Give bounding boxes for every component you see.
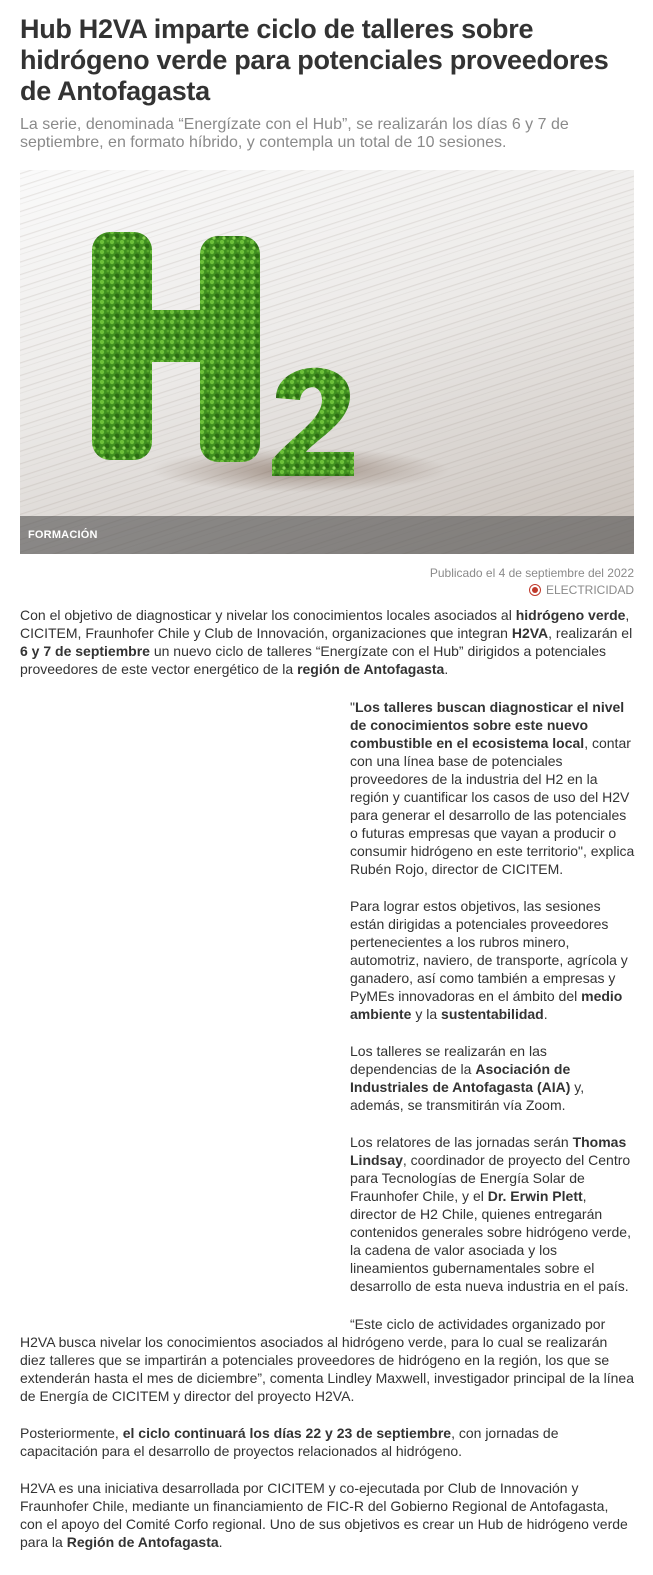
emphasis-text: Los talleres buscan diagnosticar el nivel de conocimientos sobre este nuevo combustible en el ecosistema local [350, 699, 625, 751]
emphasis-text: H2VA [511, 625, 549, 641]
paragraph-7 [20, 1424, 634, 1460]
paragraph-3 [350, 897, 635, 1023]
category-label[interactable] [529, 583, 634, 597]
article-title: Hub H2VA imparte ciclo de talleres sobre hidrógeno verde para potenciales proveedores de Antofagasta [20, 14, 609, 106]
category-tag-link[interactable]: FORMACIÓN [28, 529, 98, 541]
emphasis-text: medio ambiente [350, 988, 623, 1022]
text-run: Posteriormente, [20, 1425, 123, 1441]
text-run: Los talleres se realizarán en las dependencias de la [350, 1043, 547, 1077]
text-run: , CICITEM, Fraunhofer Chile y Club de Innovación, organizaciones que integran [20, 607, 630, 641]
text-run: y la [411, 1006, 442, 1022]
text-run: , director de H2 Chile, quienes entregarán contenidos generales sobre hidrógeno verde, la cadena de valor asociada y los lineamientos gubernamentales sobre el desarrollo de esta nueva industria en el país. [350, 1188, 631, 1294]
emphasis-text: hidrógeno verde [515, 607, 626, 623]
paragraph-8 [20, 1479, 634, 1551]
emphasis-text: Región de Antofagasta [66, 1534, 219, 1550]
text-run: , realizarán el [548, 625, 633, 641]
emphasis-text: Dr. Erwin Plett [487, 1188, 583, 1204]
text-run: , con jornadas de capacitación para el desarrollo de proyectos relacionados al hidrógeno. [20, 1425, 559, 1459]
emphasis-text: Thomas Lindsay [350, 1134, 627, 1168]
emphasis-text: sustentabilidad [441, 1006, 544, 1022]
category-name: ELECTRICIDAD [545, 583, 634, 597]
text-run: . [444, 661, 449, 677]
text-run: y, además, se transmitirán vía Zoom. [350, 1079, 585, 1113]
text-run: Para lograr estos objetivos, las sesiones están dirigidas a potenciales proveedores pertenecientes a los rubros minero, automotriz, naviero, de transporte, agrícola y ganadero, así como también a empresas y PyMEs innovadoras en el ámbito del [350, 898, 628, 1004]
article-lede: La serie, denominada “Energízate con el Hub”, se realizarán los días 6 y 7 de septiembre, en formato híbrido, y contempla un total de 10 sesiones. [20, 116, 569, 151]
emphasis-text: 6 y 7 de septiembre [20, 643, 150, 659]
paragraph-1 [20, 606, 634, 678]
text-run: . [218, 1534, 223, 1550]
text-run: “Este ciclo de actividades organizado por H2VA busca nivelar los conocimientos asociados al hidrógeno verde, para lo cual se realizarán diez talleres que se impartirán a potenciales proveedores de hidrógeno en la región, los que se extenderán hasta el mes de diciembre”, comenta Lindley Maxwell, investigador principal de la línea de Energía de CICITEM y director del proyecto H2VA. [20, 1316, 634, 1404]
text-run: H2VA es una iniciativa desarrollada por CICITEM y co-ejecutada por Club de Innovación y Fraunhofer Chile, mediante un financiamiento de FIC-R del Gobierno Regional de Antofagasta, con el apoyo del Comité Corfo regional. Uno de sus objetivos es crear un Hub de hidrógeno verde para la [20, 1480, 628, 1550]
emphasis-text: Asociación de Industriales de Antofagasta (AIA) [350, 1061, 571, 1095]
text-run: . [543, 1006, 548, 1022]
paragraph-4 [350, 1042, 635, 1114]
text-run: Con el objetivo de diagnosticar y nivelar los conocimientos locales asociados al [20, 607, 516, 623]
publish-date: Publicado el 4 de septiembre del 2022 [429, 566, 634, 580]
emphasis-text: el ciclo continuará los días 22 y 23 de septiembre [122, 1425, 452, 1441]
hero-image [20, 170, 634, 554]
image-category-bar [20, 516, 634, 554]
paragraph-6 [20, 1315, 634, 1405]
text-run: , contar con una línea base de potenciales proveedores de la industria del H2 en la región y cuantificar los casos de uso del H2V para generar el desarrollo de las potenciales o futuras empresas que vayan a producir o consumir hidrógeno en este territorio", explica Rubén Rojo, director de CICITEM. [350, 735, 635, 877]
text-run: " [350, 699, 355, 715]
emphasis-text: región de Antofagasta [297, 661, 445, 677]
paragraph-5 [350, 1133, 635, 1295]
text-run: Los relatores de las jornadas serán [350, 1134, 573, 1150]
h2-moss-illustration [20, 170, 634, 554]
paragraph-2 [350, 698, 635, 878]
text-run: , coordinador de proyecto del Centro para Tecnologías de Energía Solar de Fraunhofer Chile, y el [350, 1152, 631, 1204]
category-dot-icon [529, 584, 541, 596]
text-run: un nuevo ciclo de talleres “Energízate con el Hub” dirigidos a potenciales proveedores de este vector energético de la [20, 643, 606, 677]
